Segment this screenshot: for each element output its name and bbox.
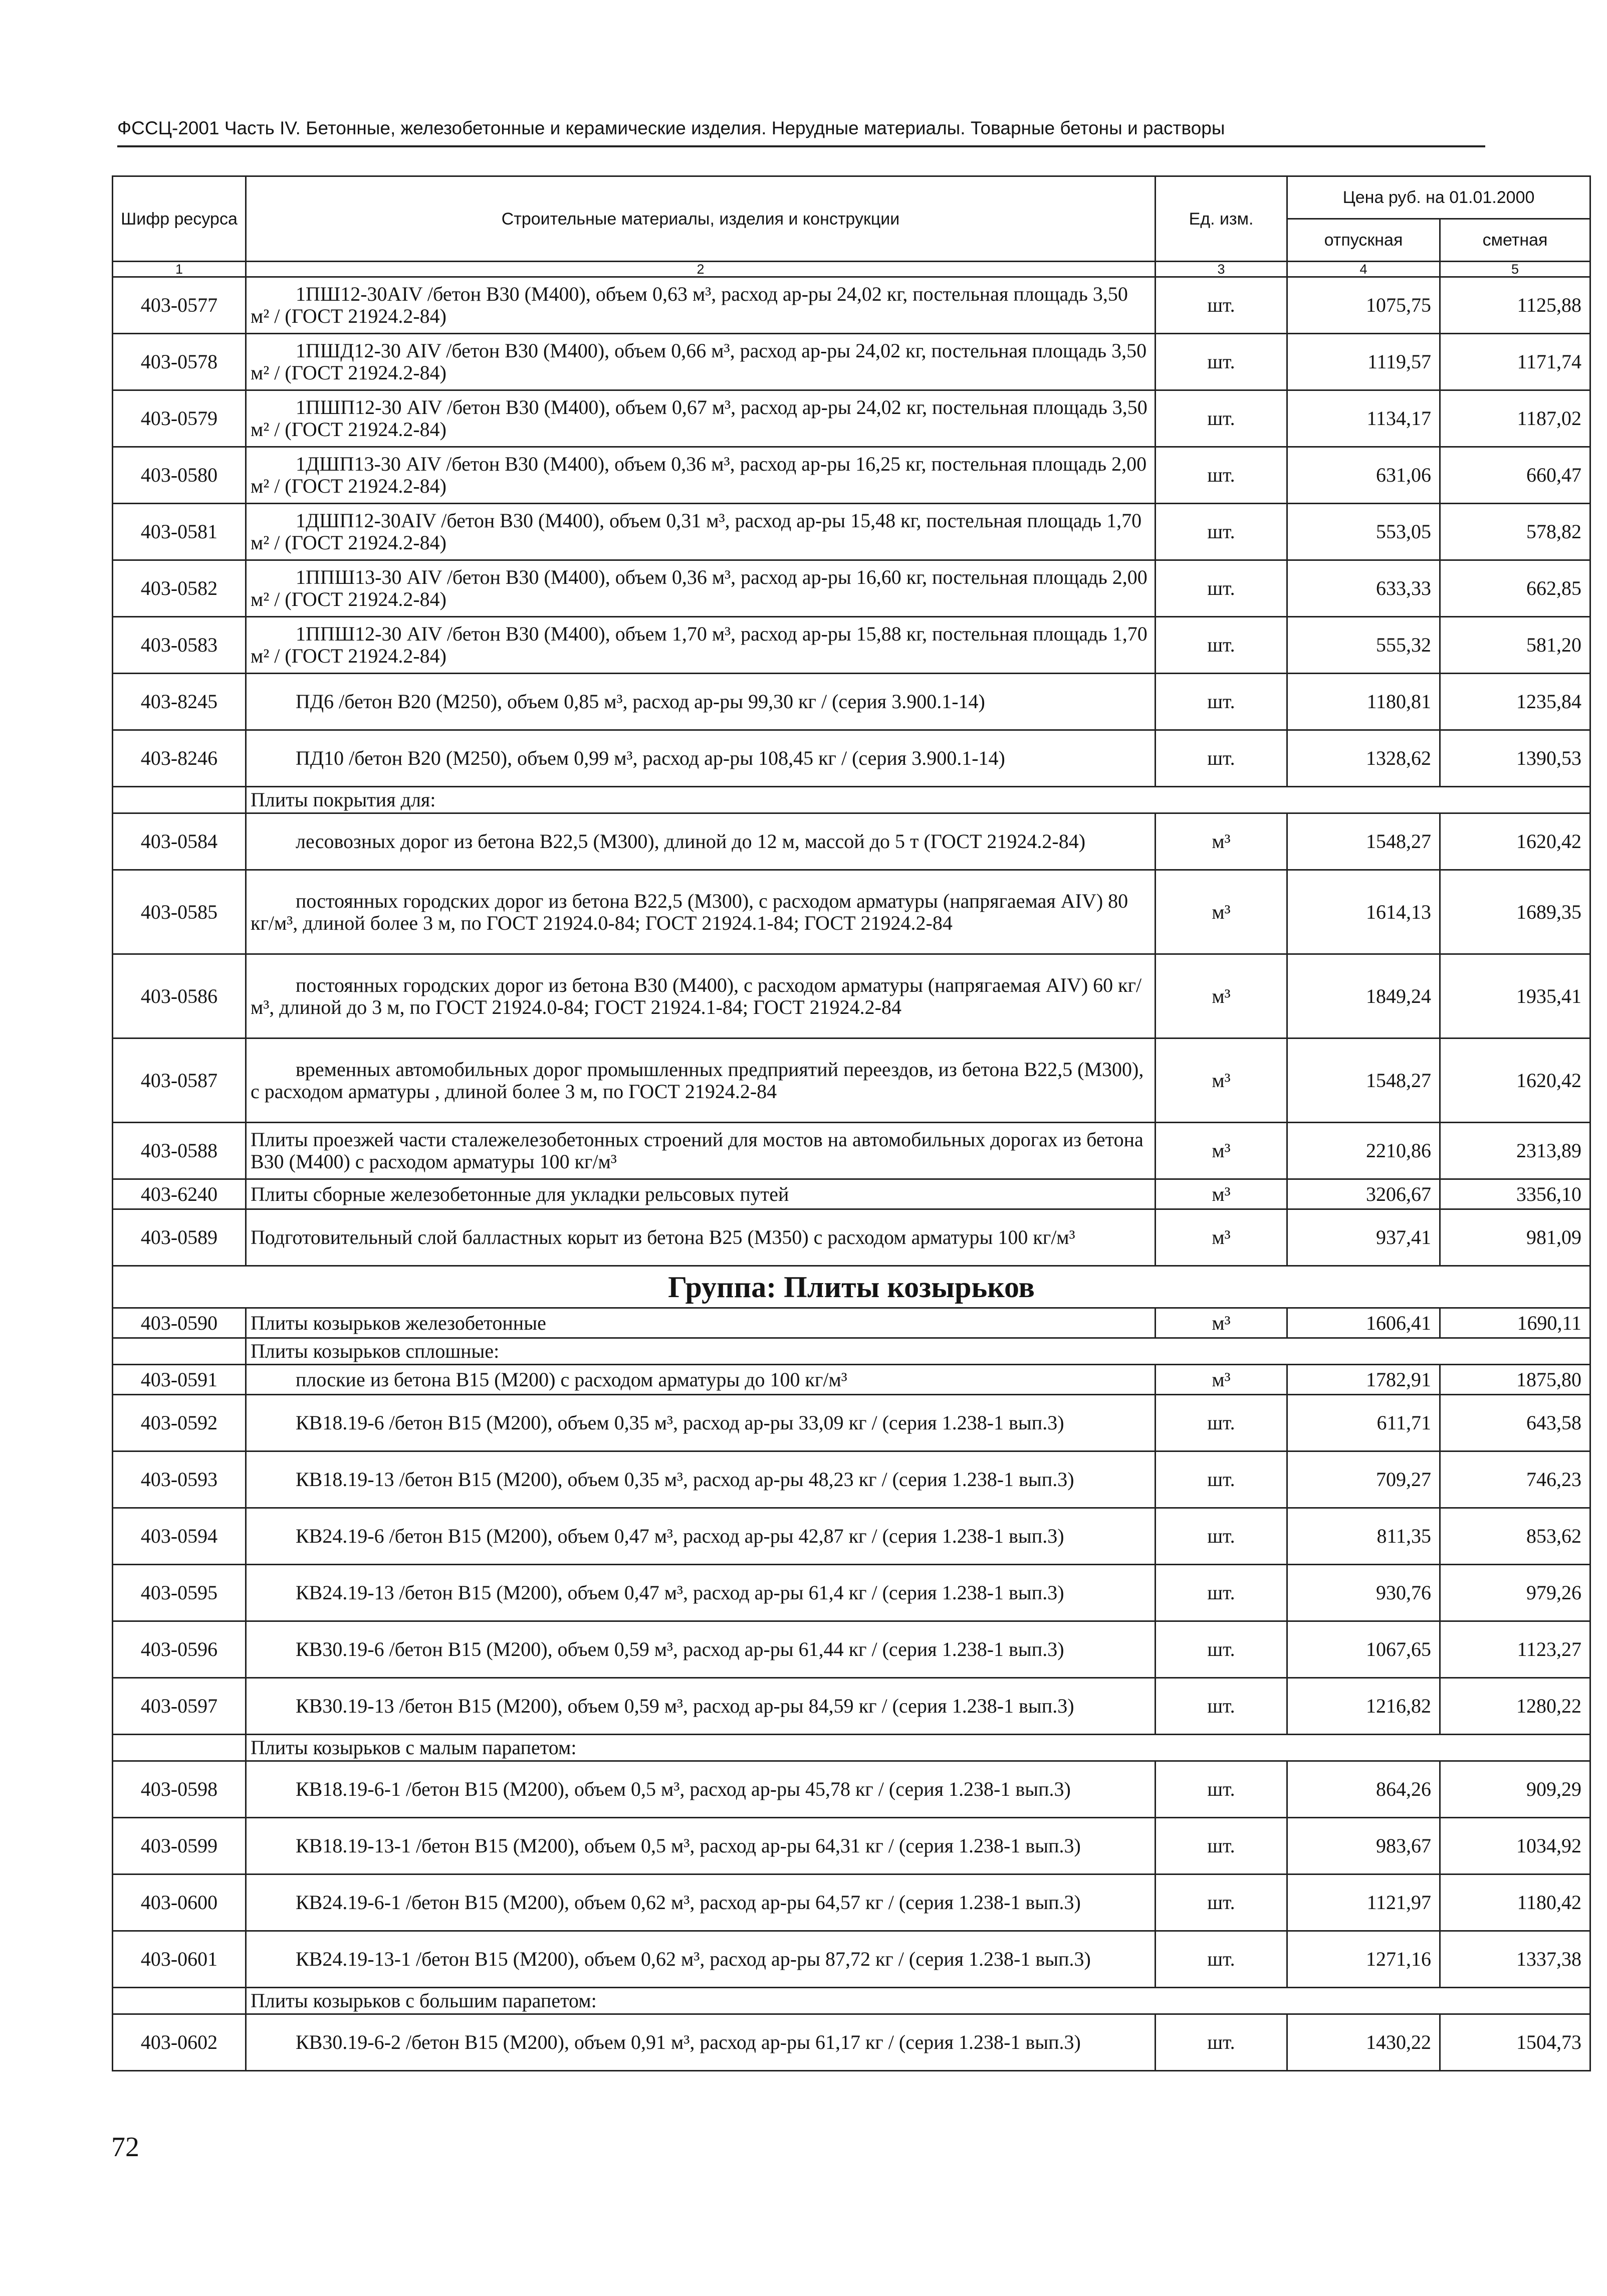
release-price: 611,71 (1287, 1395, 1440, 1451)
column-number: 2 (246, 262, 1156, 277)
resource-code: 403-0587 (113, 1038, 246, 1123)
header-rule (117, 145, 1485, 147)
subsection-row (113, 787, 1590, 813)
resource-code: 403-0593 (113, 1451, 246, 1508)
material-description: КВ18.19-6 /бетон В15 (М200), объем 0,35 м³, расход ар-ры 33,09 кг / (серия 1.238-1 вып.3) (246, 1395, 1156, 1451)
release-price: 709,27 (1287, 1451, 1440, 1508)
table-row (113, 1308, 1590, 1338)
resource-code: 403-0589 (113, 1209, 246, 1266)
material-description: КВ30.19-13 /бетон В15 (М200), объем 0,59 м³, расход ар-ры 84,59 кг / (серия 1.238-1 вып.3) (246, 1678, 1156, 1735)
material-description: КВ24.19-13 /бетон В15 (М200), объем 0,47 м³, расход ар-ры 61,4 кг / (серия 1.238-1 вып.3) (246, 1565, 1156, 1621)
estimate-price: 1390,53 (1440, 730, 1590, 787)
estimate-price: 662,85 (1440, 560, 1590, 617)
unit-of-measure: шт. (1156, 277, 1287, 334)
resource-code: 403-0597 (113, 1678, 246, 1735)
resource-code: 403-0578 (113, 334, 246, 390)
material-description: Подготовительный слой балластных корыт из бетона В25 (М350) с расходом арматуры 100 кг/м³ (246, 1209, 1156, 1266)
table-row (113, 1874, 1590, 1931)
release-price: 1271,16 (1287, 1931, 1440, 1988)
release-price: 633,33 (1287, 560, 1440, 617)
unit-of-measure: м³ (1156, 1179, 1287, 1209)
resource-code: 403-0583 (113, 617, 246, 674)
table-row (113, 1931, 1590, 1988)
unit-of-measure: шт. (1156, 504, 1287, 560)
estimate-price: 909,29 (1440, 1761, 1590, 1818)
estimate-price: 981,09 (1440, 1209, 1590, 1266)
estimate-price: 1280,22 (1440, 1678, 1590, 1735)
subsection-label: Плиты козырьков с малым парапетом: (246, 1735, 1590, 1761)
price-table (112, 175, 1591, 2071)
table-row (113, 334, 1590, 390)
resource-code: 403-0581 (113, 504, 246, 560)
material-description: плоские из бетона В15 (М200) с расходом арматуры до 100 кг/м³ (246, 1365, 1156, 1395)
resource-code: 403-8246 (113, 730, 246, 787)
resource-code: 403-0600 (113, 1874, 246, 1931)
material-description: 1ДШП12-30AIV /бетон В30 (М400), объем 0,31 м³, расход ар-ры 15,48 кг, постельная площадь 1,70 м² / (ГОСТ 21924.2-84) (246, 504, 1156, 560)
table-row (113, 1621, 1590, 1678)
material-description: ПД6 /бетон В20 (М250), объем 0,85 м³, расход ар-ры 99,30 кг / (серия 3.900.1-14) (246, 674, 1156, 730)
unit-of-measure: шт. (1156, 560, 1287, 617)
table-row (113, 1123, 1590, 1179)
table-row (113, 1678, 1590, 1735)
estimate-price: 1034,92 (1440, 1818, 1590, 1874)
unit-of-measure: шт. (1156, 1818, 1287, 1874)
unit-of-measure: шт. (1156, 617, 1287, 674)
subsection-row (113, 1988, 1590, 2014)
material-description: Плиты козырьков железобетонные (246, 1308, 1156, 1338)
table-row (113, 730, 1590, 787)
resource-code: 403-0590 (113, 1308, 246, 1338)
estimate-price: 581,20 (1440, 617, 1590, 674)
unit-of-measure: шт. (1156, 674, 1287, 730)
resource-code: 403-0602 (113, 2014, 246, 2071)
header-unit: Ед. изм. (1156, 176, 1287, 262)
material-description: Плиты проезжей части сталежелезобетонных строений для мостов на автомобильных дорогах из бетона В30 (М400) с расходом арматуры 100 кг/м³ (246, 1123, 1156, 1179)
unit-of-measure: шт. (1156, 1395, 1287, 1451)
estimate-price: 3356,10 (1440, 1179, 1590, 1209)
release-price: 1119,57 (1287, 334, 1440, 390)
subsection-label: Плиты козырьков сплошные: (246, 1338, 1590, 1365)
unit-of-measure: м³ (1156, 870, 1287, 954)
material-description: 1ПШД12-30 AIV /бетон В30 (М400), объем 0,66 м³, расход ар-ры 24,02 кг, постельная площадь 3,50 м² / (ГОСТ 21924.2-84) (246, 334, 1156, 390)
estimate-price: 1125,88 (1440, 277, 1590, 334)
table-body (113, 277, 1590, 2071)
estimate-price: 1180,42 (1440, 1874, 1590, 1931)
release-price: 3206,67 (1287, 1179, 1440, 1209)
resource-code: 403-0599 (113, 1818, 246, 1874)
unit-of-measure: м³ (1156, 1308, 1287, 1338)
material-description: 1ПШП12-30 AIV /бетон В30 (М400), объем 0,67 м³, расход ар-ры 24,02 кг, постельная площадь 3,50 м² / (ГОСТ 21924.2-84) (246, 390, 1156, 447)
material-description: КВ24.19-6-1 /бетон В15 (М200), объем 0,62 м³, расход ар-ры 64,57 кг / (серия 1.238-1 вып.3) (246, 1874, 1156, 1931)
material-description: КВ30.19-6-2 /бетон В15 (М200), объем 0,91 м³, расход ар-ры 61,17 кг / (серия 1.238-1 вып.3) (246, 2014, 1156, 2071)
empty-cell (113, 787, 246, 813)
unit-of-measure: шт. (1156, 1565, 1287, 1621)
unit-of-measure: м³ (1156, 1365, 1287, 1395)
release-price: 1614,13 (1287, 870, 1440, 954)
unit-of-measure: шт. (1156, 1678, 1287, 1735)
table-row (113, 1395, 1590, 1451)
group-heading: Группа: Плиты козырьков (113, 1266, 1590, 1308)
estimate-price: 660,47 (1440, 447, 1590, 504)
table-row (113, 954, 1590, 1038)
material-description: КВ30.19-6 /бетон В15 (М200), объем 0,59 м³, расход ар-ры 61,44 кг / (серия 1.238-1 вып.3) (246, 1621, 1156, 1678)
table-row (113, 504, 1590, 560)
release-price: 1548,27 (1287, 1038, 1440, 1123)
estimate-price: 2313,89 (1440, 1123, 1590, 1179)
unit-of-measure: м³ (1156, 1209, 1287, 1266)
group-row (113, 1266, 1590, 1308)
unit-of-measure: шт. (1156, 1451, 1287, 1508)
material-description: 1ПШ12-30AIV /бетон В30 (М400), объем 0,63 м³, расход ар-ры 24,02 кг, постельная площадь 3,50 м² / (ГОСТ 21924.2-84) (246, 277, 1156, 334)
header-code: Шифр ресурса (113, 176, 246, 262)
resource-code: 403-0598 (113, 1761, 246, 1818)
release-price: 1067,65 (1287, 1621, 1440, 1678)
material-description: постоянных городских дорог из бетона В22,5 (М300), с расходом арматуры (напрягаемая AIV) 80 кг/м³, длиной более 3 м, по ГОСТ 21924.0-84; ГОСТ 21924.1-84; ГОСТ 21924.2-84 (246, 870, 1156, 954)
empty-cell (113, 1338, 246, 1365)
column-number: 1 (113, 262, 246, 277)
unit-of-measure: шт. (1156, 1508, 1287, 1565)
unit-of-measure: шт. (1156, 1761, 1287, 1818)
unit-of-measure: шт. (1156, 334, 1287, 390)
release-price: 1121,97 (1287, 1874, 1440, 1931)
estimate-price: 578,82 (1440, 504, 1590, 560)
table-row (113, 1209, 1590, 1266)
unit-of-measure: м³ (1156, 1123, 1287, 1179)
running-header: ФССЦ-2001 Часть IV. Бетонные, железобетонные и керамические изделия. Нерудные материалы. Товарные бетоны и растворы (117, 118, 1225, 138)
table-row (113, 1818, 1590, 1874)
estimate-price: 1690,11 (1440, 1308, 1590, 1338)
resource-code: 403-0601 (113, 1931, 246, 1988)
estimate-price: 1337,38 (1440, 1931, 1590, 1988)
header-name: Строительные материалы, изделия и конструкции (246, 176, 1156, 262)
resource-code: 403-6240 (113, 1179, 246, 1209)
table-row (113, 1038, 1590, 1123)
header-release-price: отпускная (1287, 219, 1440, 262)
release-price: 1216,82 (1287, 1678, 1440, 1735)
estimate-price: 1504,73 (1440, 2014, 1590, 2071)
table-row (113, 560, 1590, 617)
release-price: 2210,86 (1287, 1123, 1440, 1179)
resource-code: 403-0588 (113, 1123, 246, 1179)
material-description: 1ППШ12-30 AIV /бетон В30 (М400), объем 1,70 м³, расход ар-ры 15,88 кг, постельная площадь 1,70 м² / (ГОСТ 21924.2-84) (246, 617, 1156, 674)
table-row (113, 870, 1590, 954)
release-price: 1548,27 (1287, 813, 1440, 870)
unit-of-measure: шт. (1156, 390, 1287, 447)
material-description: 1ДШП13-30 AIV /бетон В30 (М400), объем 0,36 м³, расход ар-ры 16,25 кг, постельная площадь 2,00 м² / (ГОСТ 21924.2-84) (246, 447, 1156, 504)
estimate-price: 1187,02 (1440, 390, 1590, 447)
estimate-price: 1689,35 (1440, 870, 1590, 954)
unit-of-measure: м³ (1156, 954, 1287, 1038)
resource-code: 403-0577 (113, 277, 246, 334)
material-description: постоянных городских дорог из бетона В30 (М400), с расходом арматуры (напрягаемая AIV) 60 кг/м³, длиной до 3 м, по ГОСТ 21924.0-84; ГОСТ 21924.1-84; ГОСТ 21924.2-84 (246, 954, 1156, 1038)
table-row (113, 813, 1590, 870)
release-price: 864,26 (1287, 1761, 1440, 1818)
release-price: 1075,75 (1287, 277, 1440, 334)
table-row (113, 617, 1590, 674)
estimate-price: 1171,74 (1440, 334, 1590, 390)
resource-code: 403-0579 (113, 390, 246, 447)
estimate-price: 1620,42 (1440, 813, 1590, 870)
resource-code: 403-0592 (113, 1395, 246, 1451)
release-price: 1430,22 (1287, 2014, 1440, 2071)
unit-of-measure: шт. (1156, 730, 1287, 787)
table-row (113, 2014, 1590, 2071)
release-price: 1180,81 (1287, 674, 1440, 730)
release-price: 553,05 (1287, 504, 1440, 560)
table-row (113, 277, 1590, 334)
unit-of-measure: шт. (1156, 447, 1287, 504)
unit-of-measure: шт. (1156, 2014, 1287, 2071)
resource-code: 403-0580 (113, 447, 246, 504)
release-price: 631,06 (1287, 447, 1440, 504)
empty-cell (113, 1988, 246, 2014)
release-price: 555,32 (1287, 617, 1440, 674)
resource-code: 403-0584 (113, 813, 246, 870)
subsection-row (113, 1338, 1590, 1365)
material-description: временных автомобильных дорог промышленных предприятий переездов, из бетона В22,5 (М300), с расходом арматуры , длиной более 3 м, по ГОСТ 21924.2-84 (246, 1038, 1156, 1123)
material-description: КВ18.19-13-1 /бетон В15 (М200), объем 0,5 м³, расход ар-ры 64,31 кг / (серия 1.238-1 вып.3) (246, 1818, 1156, 1874)
column-number: 4 (1287, 262, 1440, 277)
estimate-price: 643,58 (1440, 1395, 1590, 1451)
estimate-price: 1620,42 (1440, 1038, 1590, 1123)
resource-code: 403-8245 (113, 674, 246, 730)
table-row (113, 1508, 1590, 1565)
estimate-price: 1875,80 (1440, 1365, 1590, 1395)
estimate-price: 979,26 (1440, 1565, 1590, 1621)
table-row (113, 390, 1590, 447)
table-row (113, 1179, 1590, 1209)
release-price: 811,35 (1287, 1508, 1440, 1565)
header-estimate-price: сметная (1440, 219, 1590, 262)
estimate-price: 1235,84 (1440, 674, 1590, 730)
material-description: КВ24.19-6 /бетон В15 (М200), объем 0,47 м³, расход ар-ры 42,87 кг / (серия 1.238-1 вып.3) (246, 1508, 1156, 1565)
table-row (113, 1761, 1590, 1818)
estimate-price: 746,23 (1440, 1451, 1590, 1508)
release-price: 1328,62 (1287, 730, 1440, 787)
unit-of-measure: м³ (1156, 813, 1287, 870)
subsection-label: Плиты козырьков с большим парапетом: (246, 1988, 1590, 2014)
table-row (113, 1451, 1590, 1508)
subsection-label: Плиты покрытия для: (246, 787, 1590, 813)
resource-code: 403-0582 (113, 560, 246, 617)
column-number: 3 (1156, 262, 1287, 277)
release-price: 1134,17 (1287, 390, 1440, 447)
column-number: 5 (1440, 262, 1590, 277)
unit-of-measure: шт. (1156, 1621, 1287, 1678)
empty-cell (113, 1735, 246, 1761)
material-description: КВ24.19-13-1 /бетон В15 (М200), объем 0,62 м³, расход ар-ры 87,72 кг / (серия 1.238-1 вып.3) (246, 1931, 1156, 1988)
material-description: КВ18.19-13 /бетон В15 (М200), объем 0,35 м³, расход ар-ры 48,23 кг / (серия 1.238-1 вып.3) (246, 1451, 1156, 1508)
resource-code: 403-0596 (113, 1621, 246, 1678)
unit-of-measure: шт. (1156, 1874, 1287, 1931)
estimate-price: 1935,41 (1440, 954, 1590, 1038)
resource-code: 403-0594 (113, 1508, 246, 1565)
unit-of-measure: м³ (1156, 1038, 1287, 1123)
estimate-price: 1123,27 (1440, 1621, 1590, 1678)
resource-code: 403-0595 (113, 1565, 246, 1621)
table-row (113, 674, 1590, 730)
material-description: КВ18.19-6-1 /бетон В15 (М200), объем 0,5 м³, расход ар-ры 45,78 кг / (серия 1.238-1 вып.3) (246, 1761, 1156, 1818)
resource-code: 403-0591 (113, 1365, 246, 1395)
release-price: 1782,91 (1287, 1365, 1440, 1395)
resource-code: 403-0585 (113, 870, 246, 954)
table-row (113, 1565, 1590, 1621)
header-price-group: Цена руб. на 01.01.2000 (1287, 176, 1590, 219)
release-price: 937,41 (1287, 1209, 1440, 1266)
estimate-price: 853,62 (1440, 1508, 1590, 1565)
material-description: Плиты сборные железобетонные для укладки рельсовых путей (246, 1179, 1156, 1209)
release-price: 1849,24 (1287, 954, 1440, 1038)
material-description: 1ППШ13-30 AIV /бетон В30 (М400), объем 0,36 м³, расход ар-ры 16,60 кг, постельная площадь 2,00 м² / (ГОСТ 21924.2-84) (246, 560, 1156, 617)
release-price: 1606,41 (1287, 1308, 1440, 1338)
resource-code: 403-0586 (113, 954, 246, 1038)
page-number: 72 (111, 2132, 139, 2163)
unit-of-measure: шт. (1156, 1931, 1287, 1988)
table-row (113, 1365, 1590, 1395)
table-row (113, 447, 1590, 504)
release-price: 983,67 (1287, 1818, 1440, 1874)
release-price: 930,76 (1287, 1565, 1440, 1621)
material-description: лесовозных дорог из бетона В22,5 (М300), длиной до 12 м, массой до 5 т (ГОСТ 21924.2-84) (246, 813, 1156, 870)
material-description: ПД10 /бетон В20 (М250), объем 0,99 м³, расход ар-ры 108,45 кг / (серия 3.900.1-14) (246, 730, 1156, 787)
subsection-row (113, 1735, 1590, 1761)
